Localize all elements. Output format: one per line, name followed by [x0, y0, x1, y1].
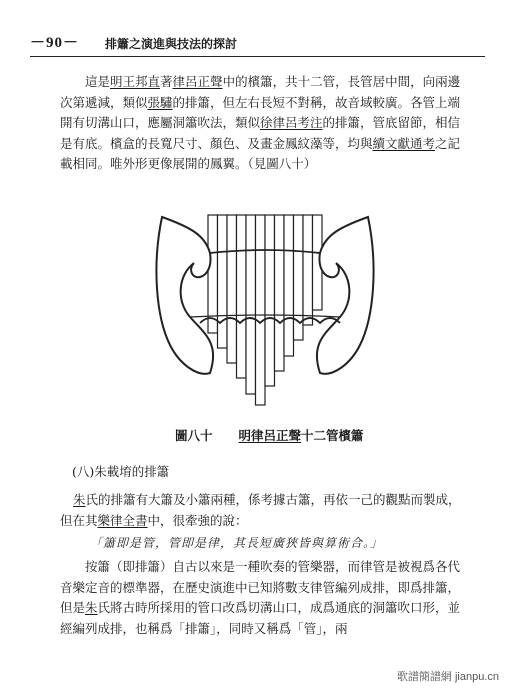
text-run: 這是	[85, 74, 111, 89]
text-run: 著	[160, 74, 173, 89]
figure-label: 圖八十	[175, 428, 213, 443]
underlined-name: 明王邦直	[110, 74, 161, 89]
paragraph-1	[60, 72, 465, 175]
underlined-name: 朱	[73, 492, 86, 507]
text-run: 按簫（即排簫）自古以來是一種吹奏的管樂器，而律管是被視爲各代音樂定音的標準器，在歷史演進中已知將數支律管編列成排，即爲排簫，但是	[60, 559, 461, 615]
text-run: 氏的排簫有大簫及小簫兩種，係考據古簫，再依一己的觀點而製成，但在其	[60, 492, 461, 528]
paragraph-2-text	[60, 490, 465, 531]
text-run: 氏將古時所採用的管口改爲切溝山口，成爲通底的洞簫吹口形，並經編列成排，也稱爲「排簫」，同時又稱爲「管」，兩	[60, 600, 461, 636]
underlined-name: 張驌	[147, 94, 173, 110]
pipe-group	[208, 215, 322, 405]
text-run: 中的檳簫，共十二管，長管居中間，向兩邊次第遞減，類似	[60, 74, 461, 110]
page-number: －90－	[30, 35, 80, 51]
pipe-9	[284, 215, 294, 356]
pipe-5	[246, 215, 256, 394]
text-run: 的排簫，管底留節，相信是有底。檳盒的長寬尺寸、顏色、及畫金鳳紋藻等，均與	[60, 115, 461, 151]
right-wing-frame	[317, 217, 374, 374]
left-wing-frame	[156, 217, 213, 374]
text-run: 中，很牽強的說：	[147, 512, 248, 528]
pipe-8	[275, 215, 285, 371]
quotation: 「簫即是管，管即是律，其長短廣狹皆與算術合。」	[90, 536, 384, 550]
site-watermark: 歌譜簡譜網 jianpu.cn	[396, 671, 499, 683]
pipe-11	[303, 215, 313, 325]
pan-pipe-figure	[150, 205, 380, 415]
underlined-title: 律呂考注	[272, 115, 323, 130]
underlined-name: 朱	[85, 600, 98, 615]
text-run: 之記載相同。唯外形更像展開的鳳翼。（見圖八十）	[60, 135, 461, 171]
pipe-7	[265, 215, 275, 386]
pipe-6	[256, 215, 266, 405]
running-title: 排簫之演進與技法的探討	[105, 37, 238, 51]
paragraph-3	[60, 557, 465, 639]
underlined-title: 律呂正聲	[172, 74, 223, 89]
pipe-4	[237, 215, 247, 378]
running-header	[30, 30, 485, 52]
text-run: 的排簫，但左右長短不對稱，故音域較廣。各管上端開有切溝山口，應屬洞簫吹法，類似	[60, 94, 461, 130]
underlined-name: 徐	[260, 115, 273, 130]
section-subhead: (八)朱載堉的排簫	[72, 464, 170, 479]
figure-title	[239, 426, 364, 444]
underlined-title: 明律呂正聲	[238, 428, 302, 443]
paragraph-3-text	[60, 557, 465, 639]
paragraph-2	[60, 490, 465, 531]
underlined-title: 樂律全書	[97, 512, 148, 528]
figure-caption	[175, 426, 364, 444]
text-run: 十二管檳簫	[301, 428, 364, 443]
pipe-2	[218, 215, 228, 348]
paragraph-1-text	[60, 72, 465, 175]
header-rule	[30, 56, 485, 57]
pipe-3	[227, 215, 237, 363]
underlined-title: 續文獻通考	[372, 135, 436, 151]
